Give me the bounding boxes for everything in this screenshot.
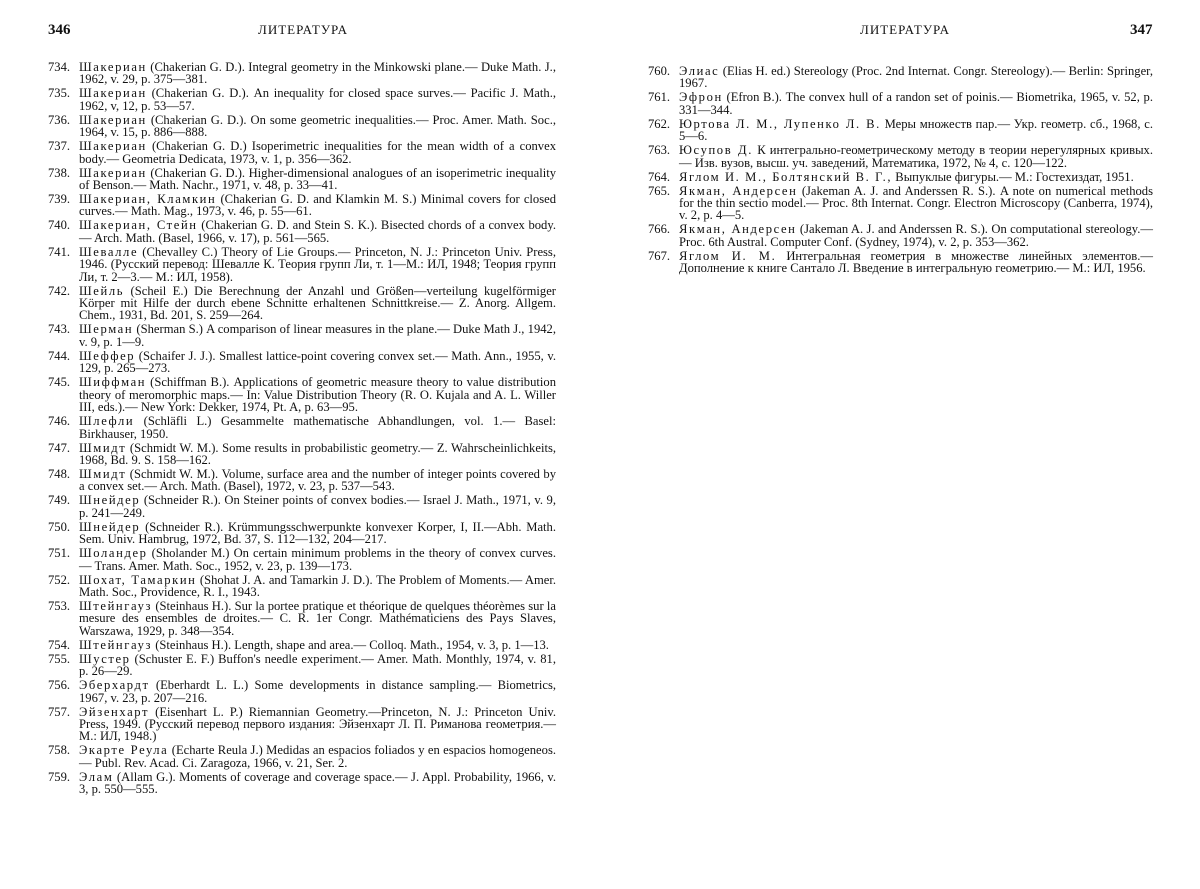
reference-text: К интегрально-геометрическому методу в теории нерегулярных кривых.— Изв. вузов, высш. уч. заведений, Математика, 1972, № 4, с. 120—122. xyxy=(679,143,1153,170)
reference-body xyxy=(679,171,1153,183)
reference-number: 741. xyxy=(48,244,71,259)
reference-number: 750. xyxy=(48,519,71,534)
reference-text: (Jakeman A. J. and Anderssen R. S.). A note on numerical methods for the thin sectio model.— Proc. 8th Internat. Congr. Electron Microscopy (Canberra, 1974), v. 2, p. 4—5. xyxy=(679,183,1153,223)
reference-number: 751. xyxy=(48,546,71,561)
reference-number: 745. xyxy=(48,375,71,390)
reference-body xyxy=(79,376,556,413)
reference-number: 740. xyxy=(48,218,71,233)
reference-body xyxy=(79,114,556,139)
reference-entry xyxy=(48,193,556,218)
reference-text: (Chakerian G. D.). Integral geometry in the Minkowski plane.— Duke Math. J., 1962, v. 29, p. 375—381. xyxy=(79,60,556,87)
reference-entry xyxy=(48,600,556,637)
reference-entry xyxy=(48,114,556,139)
reference-number: 734. xyxy=(48,60,71,74)
reference-text: (Eberhardt L. L.) Some developments in distance sampling.— Biometrics, 1967, v. 23, p. 207—216. xyxy=(79,678,556,705)
reference-number: 743. xyxy=(48,322,71,337)
reference-author: Шоландер xyxy=(79,546,148,561)
reference-body xyxy=(79,167,556,192)
reference-body xyxy=(79,639,556,651)
reference-entry xyxy=(648,185,1153,222)
reference-number: 737. xyxy=(48,139,71,154)
reference-entry xyxy=(48,350,556,375)
reference-body xyxy=(79,706,556,743)
reference-author: Шейль xyxy=(79,283,125,298)
reference-text: (Jakeman A. J. and Anderssen R. S.). On computational stereology.— Proc. 6th Austral. Computer Conf. (Sydney, 1974), v. 2, p. 353—362. xyxy=(679,222,1153,249)
reference-author: Шакериан xyxy=(79,139,147,154)
reference-entry xyxy=(48,442,556,467)
reference-entry xyxy=(648,144,1153,169)
reference-body xyxy=(679,144,1153,169)
reference-entry xyxy=(48,547,556,572)
reference-list xyxy=(648,65,1153,276)
reference-entry xyxy=(48,468,556,493)
reference-body xyxy=(79,744,556,769)
reference-text: (Schuster E. F.) Buffon's needle experiment.— Amer. Math. Monthly, 1974, v. 81, p. 26—29. xyxy=(79,651,556,679)
reference-text: (Chakerian G. D.). On some geometric inequalities.— Proc. Amer. Math. Soc., 1964, v. 15, p. 886—888. xyxy=(79,112,556,140)
reference-author: Шнейдер xyxy=(79,519,141,534)
reference-text: (Schläfli L.) Gesammelte mathematische Abhandlungen, vol. 1.— Basel: Birkhauser, 1950. xyxy=(79,414,556,441)
reference-text: Интегральная геометрия в множестве линейных элементов.— Дополнение к книге Сантало Л. Введение в интегральную геометрию.— М.: ИЛ, 1956. xyxy=(679,248,1153,276)
reference-number: 760. xyxy=(648,64,671,78)
reference-body xyxy=(79,600,556,637)
reference-entry xyxy=(48,323,556,348)
reference-entry xyxy=(48,521,556,546)
reference-body xyxy=(79,574,556,599)
reference-entry xyxy=(48,61,556,86)
reference-body xyxy=(79,193,556,218)
reference-author: Шмидт xyxy=(79,440,127,455)
reference-body xyxy=(79,140,556,165)
reference-entry xyxy=(48,494,556,519)
page-number: 347 xyxy=(1130,22,1153,38)
page-header: ЛИТЕРАТУРА xyxy=(860,22,950,37)
reference-body xyxy=(79,547,556,572)
reference-number: 738. xyxy=(48,165,71,180)
reference-entry xyxy=(48,771,556,796)
reference-text: (Chakerian G. D.). Higher-dimensional analogues of an isoperimetric inequality of Benson.— Math. Nachr., 1971, v. 48, p. 33—41. xyxy=(79,165,556,193)
reference-body xyxy=(79,521,556,546)
reference-author: Шакериан xyxy=(79,60,147,74)
reference-body xyxy=(79,323,556,348)
reference-entry xyxy=(48,140,556,165)
reference-author: Шлефли xyxy=(79,414,135,429)
reference-number: 763. xyxy=(648,143,671,158)
reference-text: (Schiffman B.). Applications of geometric measure theory to value distribution theory of meromorphic maps.— In: Value Distribution Theory (R. O. Kujala and A. L. Willer III, eds.).— New York: Dekker, 1974, Pt. A, p. 63—95. xyxy=(79,375,556,415)
reference-entry xyxy=(48,285,556,322)
reference-number: 744. xyxy=(48,348,71,363)
reference-body xyxy=(79,246,556,283)
reference-author: Шакериан xyxy=(79,86,147,101)
reference-author: Эйзенхарт xyxy=(79,704,150,719)
reference-body xyxy=(79,87,556,112)
reference-number: 742. xyxy=(48,283,71,298)
reference-text: (Chakerian G. D. and Stein S. K.). Bisected chords of a convex body.— Arch. Math. (Basel, 1966, v. 17), p. 561—565. xyxy=(79,218,556,245)
reference-author: Штейнгауз xyxy=(79,598,153,613)
reference-body xyxy=(679,185,1153,222)
reference-body xyxy=(79,494,556,519)
reference-body xyxy=(79,442,556,467)
reference-author: Шакериан xyxy=(79,112,147,127)
reference-body xyxy=(679,250,1153,275)
reference-author: Шакериан, Стейн xyxy=(79,218,198,233)
reference-entry xyxy=(48,639,556,651)
reference-entry xyxy=(648,250,1153,275)
reference-body xyxy=(79,653,556,678)
reference-text: (Sherman S.) A comparison of linear measures in the plane.— Duke Math J., 1942, v. 9, p. 1—9. xyxy=(79,322,556,349)
reference-entry xyxy=(648,118,1153,143)
reference-number: 755. xyxy=(48,651,71,666)
reference-author: Экарте Реула xyxy=(79,743,169,758)
reference-body xyxy=(79,468,556,493)
reference-number: 747. xyxy=(48,440,71,455)
reference-text: (Elias H. ed.) Stereology (Proc. 2nd Internat. Congr. Stereology).— Berlin: Springer, 1967. xyxy=(679,64,1153,91)
reference-entry xyxy=(48,415,556,440)
reference-text: (Sholander M.) On certain minimum problems in the theory of convex curves.— Trans. Amer. Math. Soc., 1952, v. 23, p. 139—173. xyxy=(79,546,556,573)
reference-text: Выпуклые фигуры.— М.: Гостехиздат, 1951. xyxy=(895,169,1134,184)
reference-body xyxy=(79,285,556,322)
reference-text: (Eisenhart L. P.) Riemannian Geometry.—Princeton, N. J.: Princeton Univ. Press, 1949. (Русский перевод первого издания: Эйзенхарт Л. П. Риманова геометрия.— М.: ИЛ, 1948.) xyxy=(79,704,556,744)
reference-author: Эберхардт xyxy=(79,678,150,693)
reference-text: (Schaifer J. J.). Smallest lattice-point covering convex set.— Math. Ann., 1955, v. 129, p. 265—273. xyxy=(79,348,556,376)
reference-entry xyxy=(48,87,556,112)
reference-author: Яглом И. М. xyxy=(679,248,777,263)
reference-author: Шохат, Тамаркин xyxy=(79,572,197,587)
reference-text: (Efron B.). The convex hull of a randon set of poinis.— Biometrika, 1965, v. 52, p. 331—344. xyxy=(679,90,1153,117)
reference-number: 759. xyxy=(48,769,71,784)
page-number: 346 xyxy=(48,22,71,38)
reference-entry xyxy=(48,706,556,743)
reference-number: 767. xyxy=(648,248,671,263)
reference-number: 735. xyxy=(48,86,71,101)
reference-entry xyxy=(48,376,556,413)
reference-entry xyxy=(48,219,556,244)
reference-number: 736. xyxy=(48,112,71,127)
reference-entry xyxy=(648,223,1153,248)
reference-entry xyxy=(48,744,556,769)
reference-body xyxy=(79,415,556,440)
reference-number: 757. xyxy=(48,704,71,719)
reference-body xyxy=(679,223,1153,248)
reference-author: Шерман xyxy=(79,322,134,337)
reference-list xyxy=(48,61,556,797)
reference-author: Шевалле xyxy=(79,244,139,259)
reference-entry xyxy=(48,167,556,192)
reference-body xyxy=(79,219,556,244)
reference-text: (Chakerian G. D.) Isoperimetric inequalities for the mean width of a convex body.— Geometria Dedicata, 1973, v. 1, p. 356—362. xyxy=(79,139,556,166)
reference-number: 748. xyxy=(48,466,71,481)
reference-number: 762. xyxy=(648,116,671,131)
reference-body xyxy=(79,61,556,86)
reference-text: (Chakerian G. D. and Klamkin M. S.) Minimal covers for closed curves.— Math. Mag., 1973, v. 46, p. 55—61. xyxy=(79,192,556,219)
reference-entry xyxy=(648,171,1153,183)
reference-number: 754. xyxy=(48,637,71,652)
reference-author: Шеффер xyxy=(79,348,136,363)
reference-entry xyxy=(648,91,1153,116)
reference-text: (Chevalley C.) Theory of Lie Groups.— Princeton, N. J.: Princeton Univ. Press, 1946. (Русский перевод: Шевалле К. Теория групп Ли, т. 1—М.: ИЛ, 1948; Теория групп Ли, т. 2—3.— М.: ИЛ, 1958). xyxy=(79,244,556,284)
reference-author: Шиффман xyxy=(79,375,147,390)
reference-number: 766. xyxy=(648,222,671,237)
reference-text: Меры множеств пар.— Укр. геометр. сб., 1968, с. 5—6. xyxy=(679,116,1153,144)
reference-body xyxy=(679,91,1153,116)
reference-author: Шакериан, Кламкин xyxy=(79,192,217,207)
reference-number: 765. xyxy=(648,183,671,198)
reference-text: (Echarte Reula J.) Medidas an espacios foliados y en espacios homogeneos.— Publ. Rev. Acad. Ci. Zaragoza, 1966, v. 21, Ser. 2. xyxy=(79,743,556,770)
reference-number: 749. xyxy=(48,493,71,508)
reference-author: Шустер xyxy=(79,651,131,666)
reference-author: Шнейдер xyxy=(79,493,141,508)
reference-author: Яглом И. М., Болтянский В. Г., xyxy=(679,169,893,184)
reference-author: Юсупов Д. xyxy=(679,143,753,158)
reference-text: (Scheil E.) Die Berechnung der Anzahl und Größen—verteilung kugelförmiger Körper mit Hilfe der durch ebene Schnitte erhaltenen Schnittkreise.— Z. Anorg. Allgem. Chem., 1931, Bd. 201, S. 259—264. xyxy=(79,283,557,323)
reference-body xyxy=(79,350,556,375)
reference-author: Эфрон xyxy=(679,90,723,105)
reference-body xyxy=(679,65,1153,90)
reference-number: 739. xyxy=(48,192,71,207)
reference-text: (Schneider R.). On Steiner points of convex bodies.— Israel J. Math., 1971, v. 9, p. 241—249. xyxy=(79,493,556,520)
reference-text: (Allam G.). Moments of coverage and coverage space.— J. Appl. Probability, 1966, v. 3, p. 550—555. xyxy=(79,769,557,797)
reference-entry xyxy=(48,246,556,283)
reference-text: (Chakerian G. D.). An inequality for closed space surves.— Pacific J. Math., 1962, v, 12, p. 53—57. xyxy=(79,86,556,113)
reference-number: 764. xyxy=(648,169,671,184)
reference-body xyxy=(79,679,556,704)
reference-text: (Steinhaus H.). Sur la portee pratique et théorique de quelques théorèmes sur la mesure des ensembles de droites.— C. R. 1er Congr. Mathématiciens des Pays Slaves, Warszawa, 1929, p. 348—354. xyxy=(79,598,556,638)
reference-number: 756. xyxy=(48,678,71,693)
reference-author: Шакериан xyxy=(79,165,147,180)
reference-text: (Steinhaus H.). Length, shape and area.— Colloq. Math., 1954, v. 3, p. 1—13. xyxy=(155,637,549,652)
reference-author: Шмидт xyxy=(79,466,127,481)
reference-entry xyxy=(648,65,1153,90)
reference-text: (Shohat J. A. and Tamarkin J. D.). The Problem of Moments.— Amer. Math. Soc., Providence, R. I., 1943. xyxy=(79,572,557,599)
reference-text: (Schmidt W. M.). Some results in probabilistic geometry.— Z. Wahrscheinlichkeits, 1968, Bd. 9. S. 158—162. xyxy=(79,440,556,467)
reference-number: 746. xyxy=(48,414,71,429)
reference-author: Штейнгауз xyxy=(79,637,153,652)
reference-entry xyxy=(48,653,556,678)
reference-number: 752. xyxy=(48,572,71,587)
reference-author: Юртова Л. М., Лупенко Л. В. xyxy=(679,116,881,131)
reference-body xyxy=(79,771,556,796)
reference-author: Элиас xyxy=(679,64,720,78)
reference-number: 761. xyxy=(648,90,671,105)
reference-author: Якман, Андерсен xyxy=(679,222,797,237)
reference-number: 758. xyxy=(48,743,71,758)
reference-entry xyxy=(48,574,556,599)
reference-text: (Schmidt W. M.). Volume, surface area and the number of integer points covered by a convex set.— Arch. Math. (Basel), 1972, v. 23, p. 537—543. xyxy=(79,466,556,494)
reference-author: Якман, Андерсен xyxy=(679,183,798,198)
reference-number: 753. xyxy=(48,598,71,613)
reference-text: (Schneider R.). Krümmungsschwerpunkte konvexer Korper, I, II.—Abh. Math. Sem. Univ. Hambrug, 1972, Bd. 37, S. 112—132, 204—217. xyxy=(79,519,556,547)
page-header: ЛИТЕРАТУРА xyxy=(258,22,348,37)
reference-body xyxy=(679,118,1153,143)
reference-author: Элам xyxy=(79,769,114,784)
reference-entry xyxy=(48,679,556,704)
